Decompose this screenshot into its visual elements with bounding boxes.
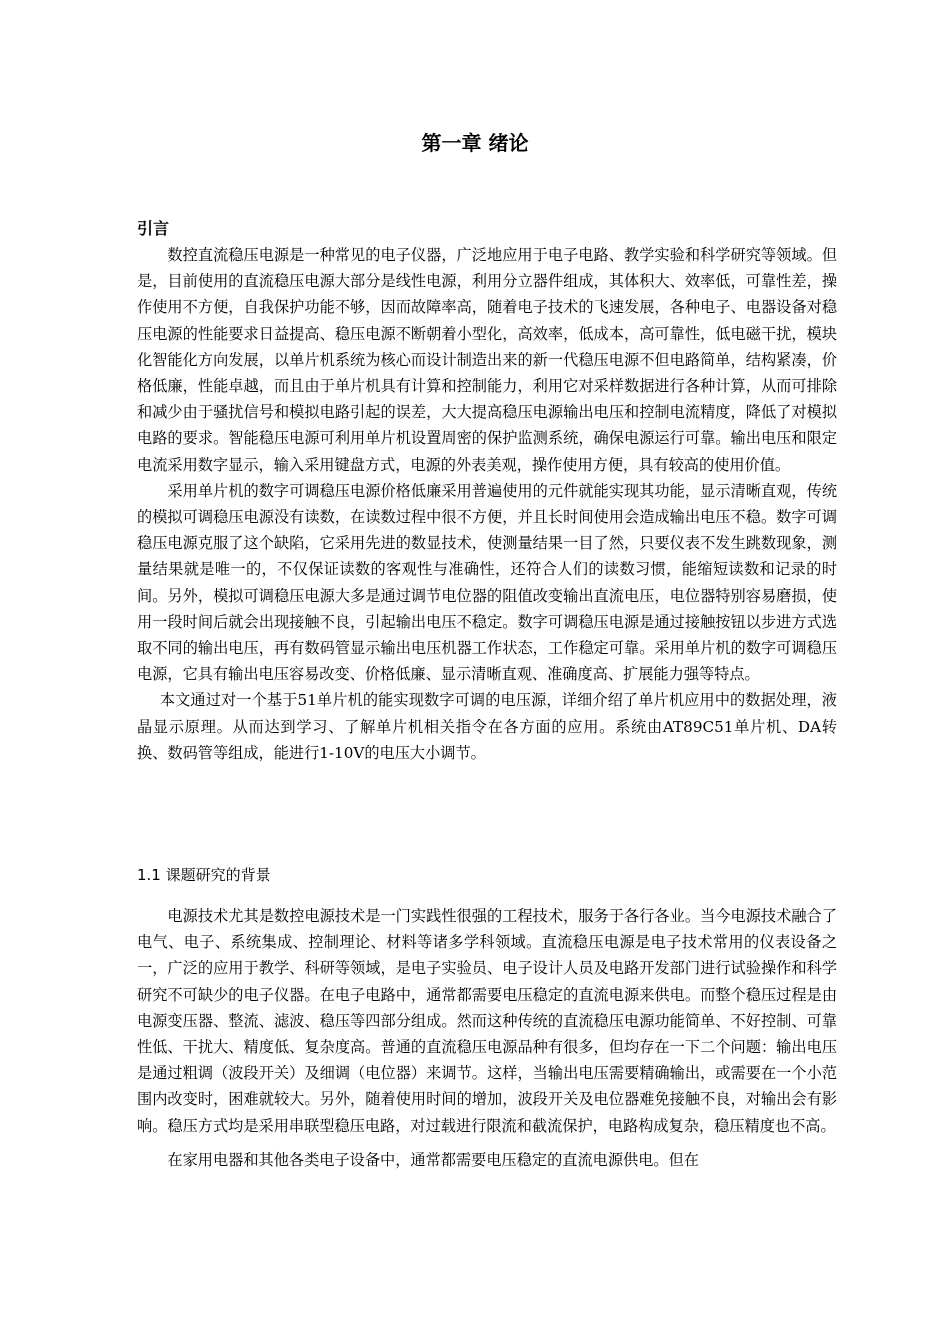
section-1-1-body (137, 903, 837, 1173)
chapter-title: 第一章 绪论 (421, 131, 529, 155)
section-paragraph-1: 电源技术尤其是数控电源技术是一门实践性很强的工程技术，服务于各行各业。当今电源技术融合了电气、电子、系统集成、控制理论、材料等诸多学科领域。直流稳压电源是电子技术常用的仪表设备之一，广泛的应用于教学、科研等领域，是电子实验员、电子设计人员及电路开发部门进行试验操作和科学研究不可缺少的电子仪器。在电子电路中，通常都需要电压稳定的直流电源来供电。而整个稳压过程是由电源变压器、整流、滤波、稳压等四部分组成。然而这种传统的直流稳压电源功能简单、不好控制、可靠性低、干扰大、精度低、复杂度高。普通的直流稳压电源品种有很多，但均存在一下二个问题：输出电压是通过粗调（波段开关）及细调（电位器）来调节。这样，当输出电压需要精确输出，或需要在一个小范围内改变时，困难就较大。另外，随着使用时间的增加，波段开关及电位器难免接触不良，对输出会有影响。稳压方式均是采用串联型稳压电路，对过载进行限流和截流保护，电路构成复杂，稳压精度也不高。 (137, 907, 837, 1135)
section-paragraph-2: 在家用电器和其他各类电子设备中，通常都需要电压稳定的直流电源供电。但在 (167, 1150, 699, 1169)
intro-paragraph-2: 采用单片机的数字可调稳压电源价格低廉采用普遍使用的元件就能实现其功能，显示清晰直观，传统的模拟可调稳压电源没有读数，在读数过程中很不方便，并且长时间使用会造成输出电压不稳。数字可调稳压电源克服了这个缺陷，它采用先进的数显技术，使测量结果一目了然，只要仪表不发生跳数现象，测量结果就是唯一的，不仅保证读数的客观性与准确性，还符合人们的读数习惯，能缩短读数和记录的时间。另外，模拟可调稳压电源大多是通过调节电位器的阻值改变输出直流电压，电位器特别容易磨损，使用一段时间后就会出现接触不良，引起输出电压不稳定。数字可调稳压电源是通过接触按钮以步进方式选取不同的输出电压，再有数码管显示输出电压机器工作状态，工作稳定可靠。采用单片机的数字可调稳压电源，它具有输出电压容易改变、价格低廉、显示清晰直观、准确度高、扩展能力强等特点。 (137, 481, 837, 684)
intro-paragraph-3: 本文通过对一个基于51单片机的能实现数字可调的电压源，详细介绍了单片机应用中的数据处理，液晶显示原理。从而达到学习、了解单片机相关指令在各方面的应用。系统由AT89C51单片机、DA转换、数码管等组成，能进行1-10V的电压大小调节。 (137, 691, 837, 762)
intro-heading: 引言 (137, 219, 170, 238)
intro-body (137, 242, 837, 766)
section-heading-1-1: 1.1 课题研究的背景 (137, 866, 271, 884)
intro-paragraph-1: 数控直流稳压电源是一种常见的电子仪器，广泛地应用于电子电路、教学实验和科学研究等领域。但是，目前使用的直流稳压电源大部分是线性电源，利用分立器件组成，其体积大、效率低，可靠性差，操作使用不方便，自我保护功能不够，因而故障率高，随着电子技术的飞速发展，各种电子、电器设备对稳压电源的性能要求日益提高、稳压电源不断朝着小型化，高效率，低成本，高可靠性，低电磁干扰，模块化智能化方向发展，以单片机系统为核心而设计制造出来的新一代稳压电源不但电路简单，结构紧凑，价格低廉，性能卓越，而且由于单片机具有计算和控制能力，利用它对采样数据进行各种计算，从而可排除和减少由于骚扰信号和模拟电路引起的误差，大大提高稳压电源输出电压和控制电流精度，降低了对模拟电路的要求。智能稳压电源可利用单片机设置周密的保护监测系统，确保电源运行可靠。输出电压和限定电流采用数字显示，输入采用键盘方式，电源的外表美观，操作使用方便，具有较高的使用价值。 (137, 246, 837, 474)
